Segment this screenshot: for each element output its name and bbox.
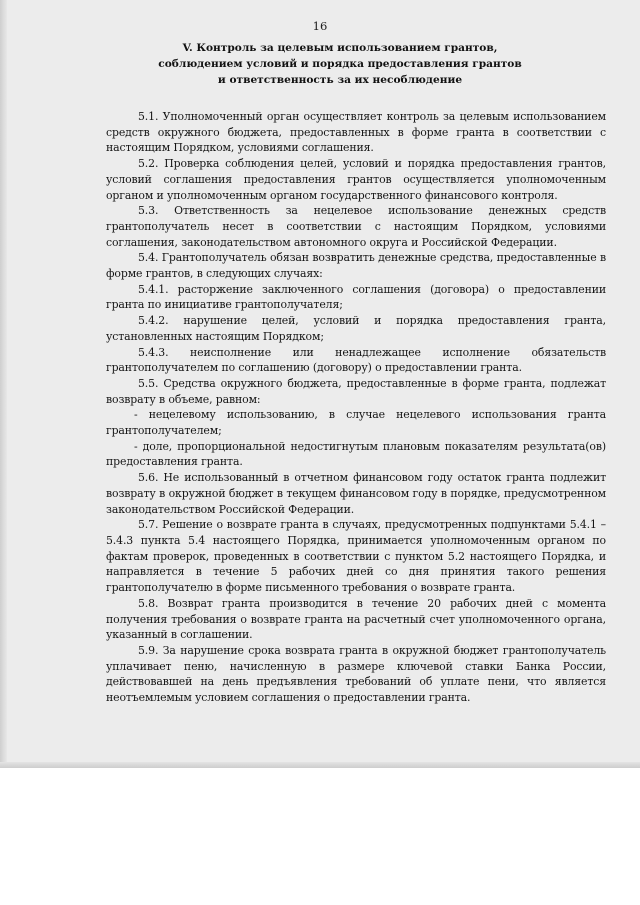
paragraph-5-5-item-2: - доле, пропорциональной недостигнутым плановым показателям результата(ов) предоставления гранта. bbox=[106, 439, 606, 469]
section-body bbox=[106, 109, 606, 706]
heading-line: и ответственность за их несоблюдение bbox=[217, 74, 463, 86]
scan-shadow-bottom bbox=[0, 762, 640, 768]
paragraph-5-5: 5.5. Средства окружного бюджета, предоставленные в форме гранта, подлежат возврату в объеме, равном: bbox=[106, 376, 606, 406]
paragraph-5-7: 5.7. Решение о возврате гранта в случаях, предусмотренных подпунктами 5.4.1 – 5.4.3 пункта 5.4 настоящего Порядка, принимается уполномоченным органом по фактам проверок, проведенных в соответствии с пунктом 5.2 настоящего Порядка, и направляется в течение 5 рабочих дней со дня принятия такого решения грантополучателю в форме письменного требования о возврате гранта. bbox=[106, 518, 606, 595]
paragraph-5-6: 5.6. Не использованный в отчетном финансовом году остаток гранта подлежит возврату в окружной бюджет в текущем финансовом году в порядке, предусмотренном законодательством Российской Федерации. bbox=[106, 471, 606, 516]
paragraph-5-4-2: 5.4.2. нарушение целей, условий и порядка предоставления гранта, установленных настоящим Порядком; bbox=[106, 314, 606, 343]
paragraph-5-2: 5.2. Проверка соблюдения целей, условий и порядка предоставления грантов, условий соглашения предоставления грантов осуществляется уполномоченным органом и уполномоченным органом государственного финансового контроля. bbox=[106, 157, 606, 202]
page-number: 16 bbox=[312, 19, 328, 33]
heading-line: соблюдением условий и порядка предоставления грантов bbox=[158, 58, 522, 70]
paragraph-5-5-item-1: - нецелевому использованию, в случае нецелевого использования гранта грантополучателем; bbox=[106, 408, 606, 438]
scan-shadow-left bbox=[0, 0, 7, 768]
paragraph-5-1: 5.1. Уполномоченный орган осуществляет контроль за целевым использованием средств окружного бюджета, предоставленных в форме гранта в соответствии с настоящим Порядком, условиями соглашения. bbox=[106, 110, 606, 155]
paragraph-5-4: 5.4. Грантополучатель обязан возвратить денежные средства, предоставленные в форме грантов, в следующих случаях: bbox=[106, 251, 606, 281]
heading-line: V. Контроль за целевым использованием грантов, bbox=[182, 42, 498, 54]
section-heading bbox=[120, 40, 560, 88]
paragraph-5-4-3: 5.4.3. неисполнение или ненадлежащее исполнение обязательств грантополучателем по соглашению (договору) о предоставлении гранта. bbox=[106, 345, 606, 375]
paragraph-5-8: 5.8. Возврат гранта производится в течение 20 рабочих дней с момента получения требования о возврате гранта на расчетный счет уполномоченного органа, указанный в соглашении. bbox=[106, 596, 606, 642]
paragraph-5-9: 5.9. За нарушение срока возврата гранта в окружной бюджет грантополучатель уплачивает пеню, начисленную в размере ключевой ставки Банка России, действовавшей на день предъявления требований об уплате пени, что является неотъемлемым условием соглашения о предоставлении гранта. bbox=[106, 643, 606, 705]
paragraph-5-4-1: 5.4.1. расторжение заключенного соглашения (договора) о предоставлении гранта по инициативе грантополучателя; bbox=[106, 282, 606, 312]
paragraph-5-3: 5.3. Ответственность за нецелевое использование денежных средств грантополучатель несет в соответствии с настоящим Порядком, условиями соглашения, законодательством автономного округа и Российской Федерации. bbox=[106, 204, 606, 249]
